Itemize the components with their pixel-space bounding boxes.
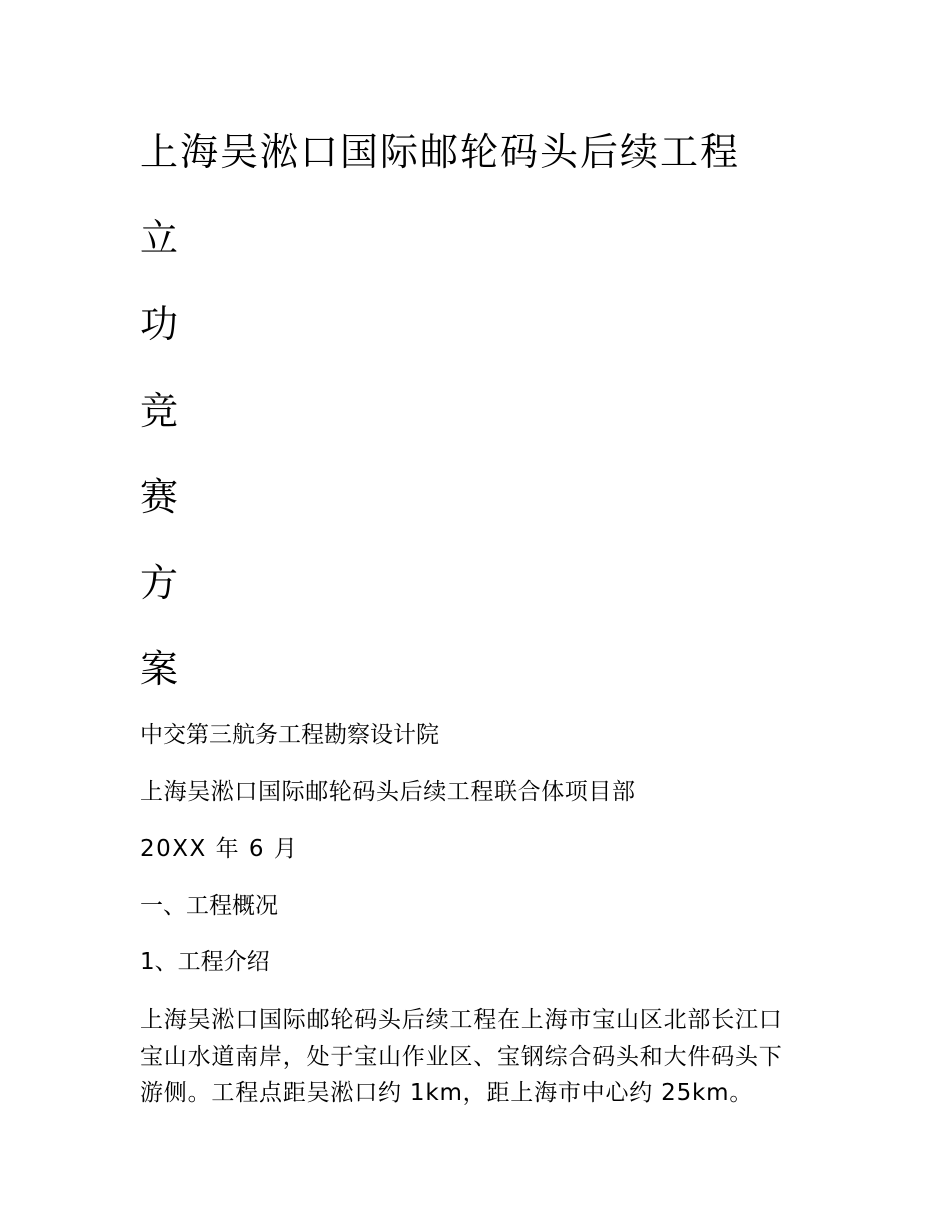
paragraph-line: 宝山水道南岸，处于宝山作业区、宝钢综合码头和大件码头下 bbox=[140, 1043, 783, 1070]
vertical-title-char: 竞 bbox=[140, 389, 179, 433]
vertical-title-char: 方 bbox=[140, 561, 179, 605]
organization-primary: 中交第三航务工程勘察设计院 bbox=[140, 722, 439, 748]
section-heading: 一、工程概况 bbox=[140, 893, 278, 919]
vertical-title-char: 赛 bbox=[140, 475, 179, 519]
document-date: 20XX 年 6 月 bbox=[140, 836, 299, 862]
subsection-heading: 1、工程介绍 bbox=[140, 949, 270, 975]
document-title: 上海吴淞口国际邮轮码头后续工程 bbox=[140, 130, 741, 174]
paragraph-line: 游侧。工程点距吴淞口约 1km，距上海市中心约 25km。 bbox=[140, 1080, 754, 1106]
vertical-title-char: 案 bbox=[140, 647, 179, 691]
paragraph-line: 上海吴淞口国际邮轮码头后续工程在上海市宝山区北部长江口 bbox=[140, 1007, 783, 1033]
vertical-title-char: 立 bbox=[140, 216, 179, 260]
vertical-title-char: 功 bbox=[140, 302, 179, 346]
organization-secondary: 上海吴淞口国际邮轮码头后续工程联合体项目部 bbox=[140, 779, 636, 805]
body-paragraph bbox=[140, 1002, 820, 1112]
